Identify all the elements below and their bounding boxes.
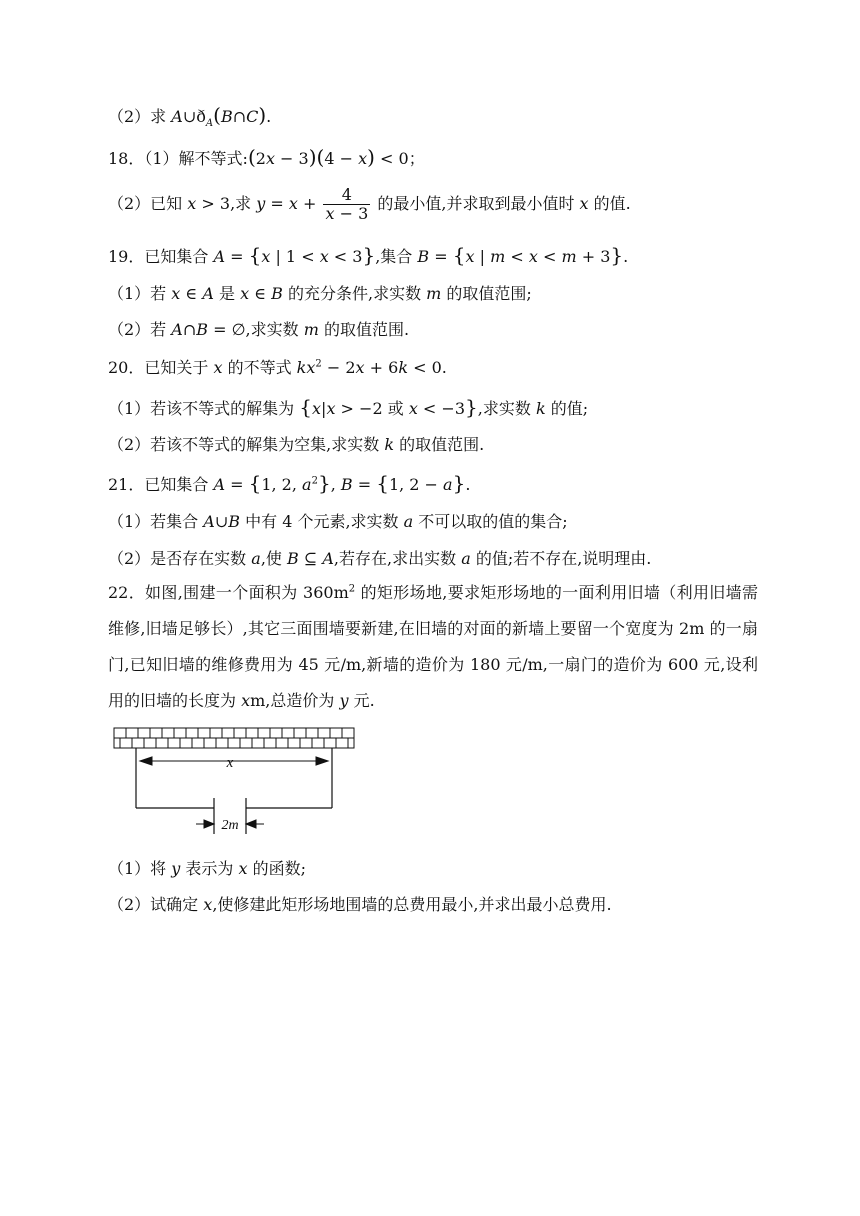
problem-21: 21．已知集合 A = {1, 2, $a^2$}, B = {1, 2 − a}. [108,471,471,495]
problem-22-part-2: （2）试确定 x,使修建此矩形场地围墙的总费用最小,并求出最小总费用. [108,895,612,914]
problem-18-part-2: （2）已知 x > 3,求 y = x + $\frac{4}{x - 3}$ 的最小值,并求取到最小值时 x 的值. [108,185,631,223]
problem-21-part-1: （1）若集合 A∪B 中有 4 个元素,求实数 a 不可以取的值的集合; [108,512,568,531]
problem-19-part-1: （1）若 x ∈ A 是 x ∈ B 的充分条件,求实数 m 的取值范围; [108,284,532,303]
problem-22-part-1: （1）将 y 表示为 x 的函数; [108,859,307,878]
problem-18-part-1: 18．（1）解不等式:(2x − 3)(4 − x) < 0； [108,145,425,169]
problem-22: 22．如图,围建一个面积为 $360m^2$ 的矩形场地,要求矩形场地的一面利用旧墙（利用旧墙需维修,旧墙足够长）,其它三面围墙要新建,在旧墙的对面的新墙上要留一个宽度为 2m 的一扇门,已知旧墙的维修费用为 45 元/m,新墙的造价为 180 元/m,一扇门的造价为 600 元,设利用的旧墙的长度为 xm,总造价为 y 元. [108,583,758,710]
door-label: 2m [221,818,239,833]
enclosure-diagram [112,726,362,838]
problem-20-part-1: （1）若该不等式的解集为 {x|x > −2 或 x < −3},求实数 k 的值; [108,395,589,419]
problem-19: 19．已知集合 A = {x | 1 < x < 3},集合 B = {x | m < x < m + 3}. [108,243,629,267]
problem-21-part-2: （2）是否存在实数 a,使 B ⊆ A,若存在,求出实数 a 的值;若不存在,说明理由. [108,549,652,568]
x-label: x [226,755,234,771]
problem-20-part-2: （2）若该不等式的解集为空集,求实数 k 的取值范围. [108,435,485,454]
old-wall [114,728,354,748]
x-dimension-arrow [140,757,328,765]
problem-20: 20．已知关于 x 的不等式 $kx^2 - 2x + 6k < 0$. [108,358,447,377]
problem-17-part-2: （2）求 $A\cup ð_A(B\cap C)$. [108,103,272,130]
problem-19-part-2: （2）若 A∩B = ∅,求实数 m 的取值范围. [108,320,410,339]
